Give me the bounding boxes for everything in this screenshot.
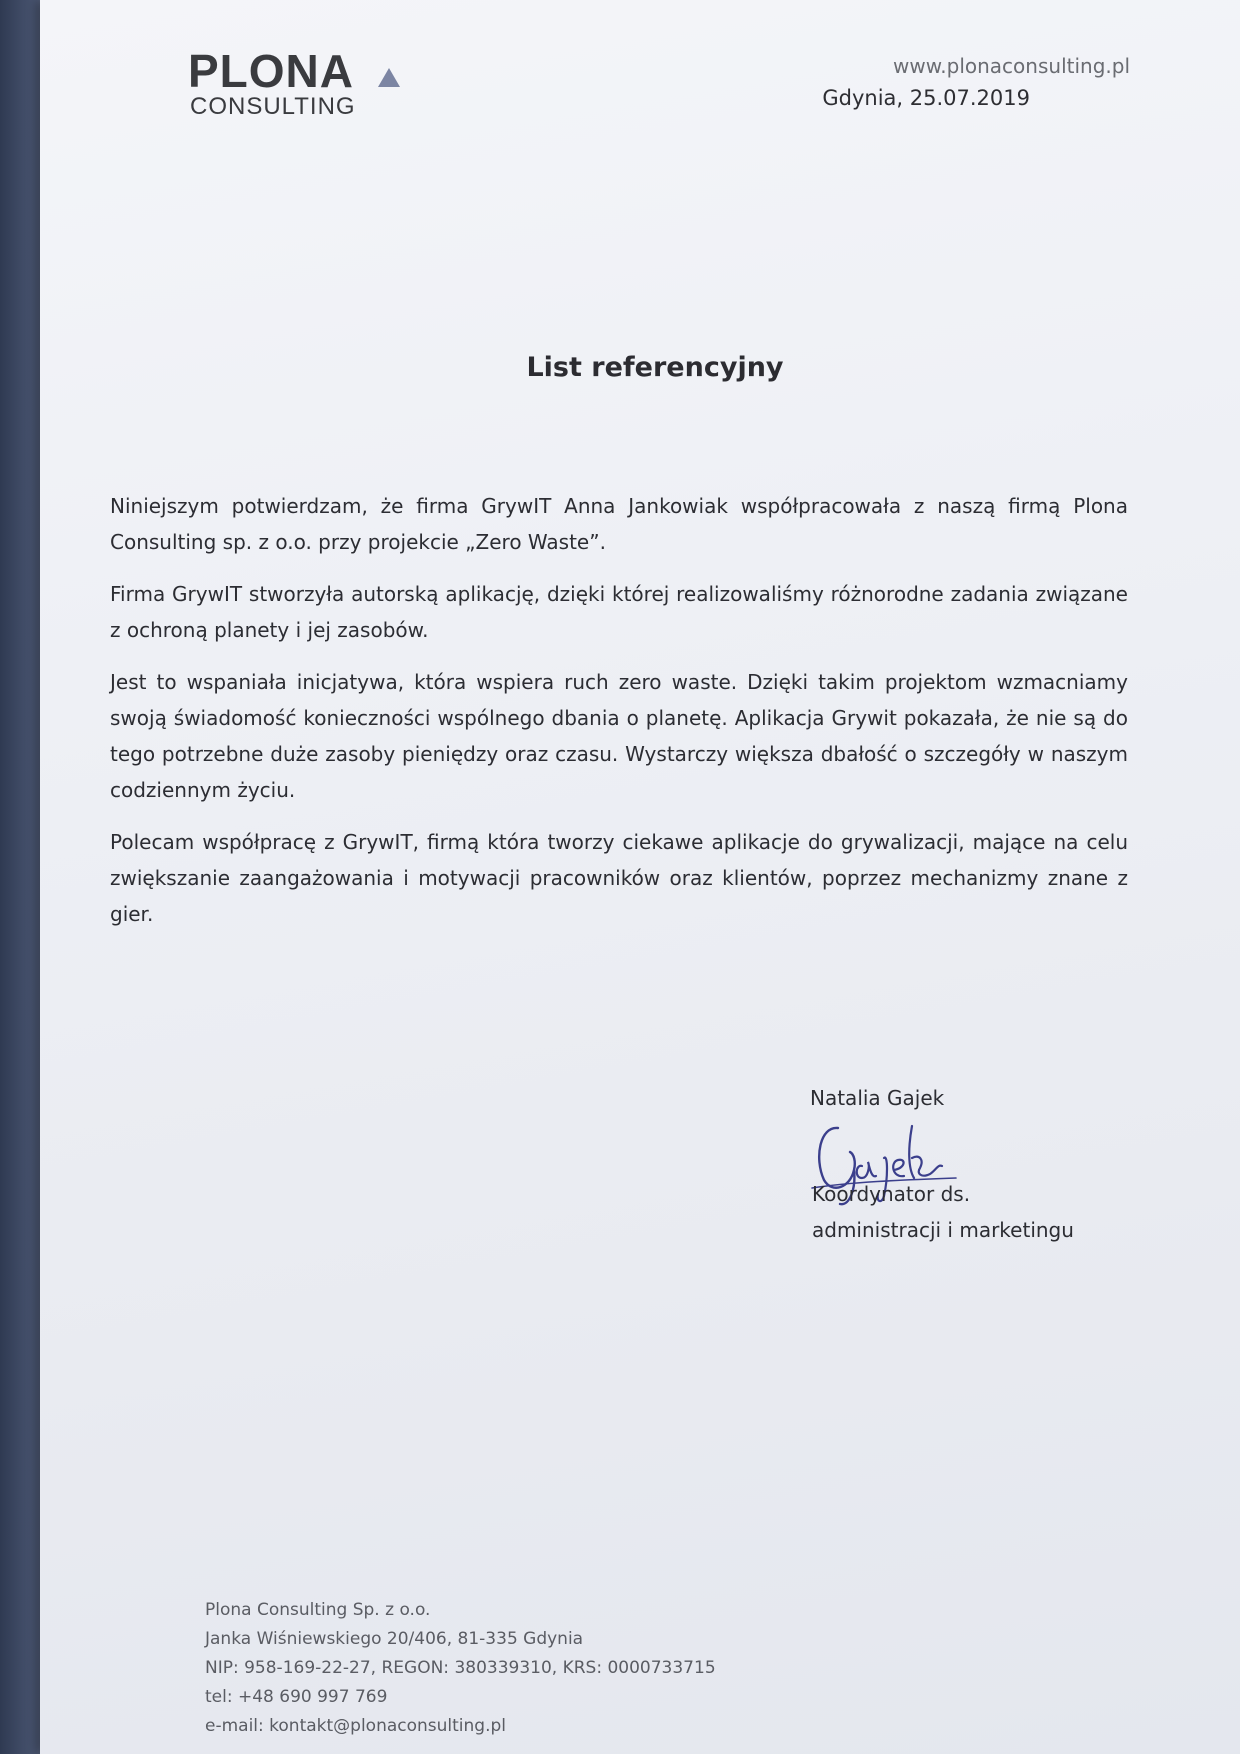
signatory-name: Natalia Gajek [810, 1086, 945, 1110]
footer-email: e-mail: kontakt@plonaconsulting.pl [205, 1716, 507, 1736]
footer-company: Plona Consulting Sp. z o.o. [205, 1600, 431, 1620]
letter-page [40, 0, 1240, 1754]
logo-triangle-icon [378, 68, 400, 87]
paragraph: Niniejszym potwierdzam, że firma GrywIT Anna Jankowiak współpracowała z naszą firmą Plona Consulting sp. z o.o. przy projekcie „Zero Waste”. [110, 494, 1128, 554]
company-logo [188, 45, 388, 128]
signatory-role [812, 1176, 1074, 1248]
paragraph: Polecam współpracę z GrywIT, firmą która tworzy ciekawe aplikacje do grywalizacji, mające na celu zwiększanie zaangażowania i motywacji pracowników oraz klientów, poprzez mechanizmy znane z gier. [110, 830, 1128, 926]
footer-address: Janka Wiśniewskiego 20/406, 81-335 Gdynia [205, 1629, 584, 1649]
footer-phone: tel: +48 690 997 769 [205, 1687, 388, 1707]
logo-wordmark-top: PLONA [188, 45, 354, 97]
company-footer [205, 1596, 716, 1741]
footer-registry: NIP: 958-169-22-27, REGON: 380339310, KRS: 0000733715 [205, 1658, 716, 1678]
paragraph: Jest to wspaniała inicjatywa, która wspiera ruch zero waste. Dzięki takim projektom wzmacniamy swoją świadomość konieczności wspólnego dbania o planetę. Aplikacja Grywit pokazała, że nie są do tego potrzebne duże zasoby pieniędzy oraz czasu. Wystarczy większa dbałość o szczegóły w naszym codziennym życiu. [110, 670, 1128, 802]
signatory-role-line: administracji i marketingu [812, 1218, 1074, 1242]
paragraph: Firma GrywIT stworzyła autorską aplikację, dzięki której realizowaliśmy różnorodne zadania związane z ochroną planety i jej zasobów. [110, 582, 1128, 642]
place-date: Gdynia, 25.07.2019 [822, 86, 1030, 110]
logo-wordmark-bottom: CONSULTING [190, 93, 356, 120]
signatory-role-line: Koordynator ds. [812, 1182, 971, 1206]
letter-title: List referencyjny [526, 352, 784, 383]
letter-body [110, 488, 1128, 948]
website-url: www.plonaconsulting.pl [893, 54, 1130, 78]
